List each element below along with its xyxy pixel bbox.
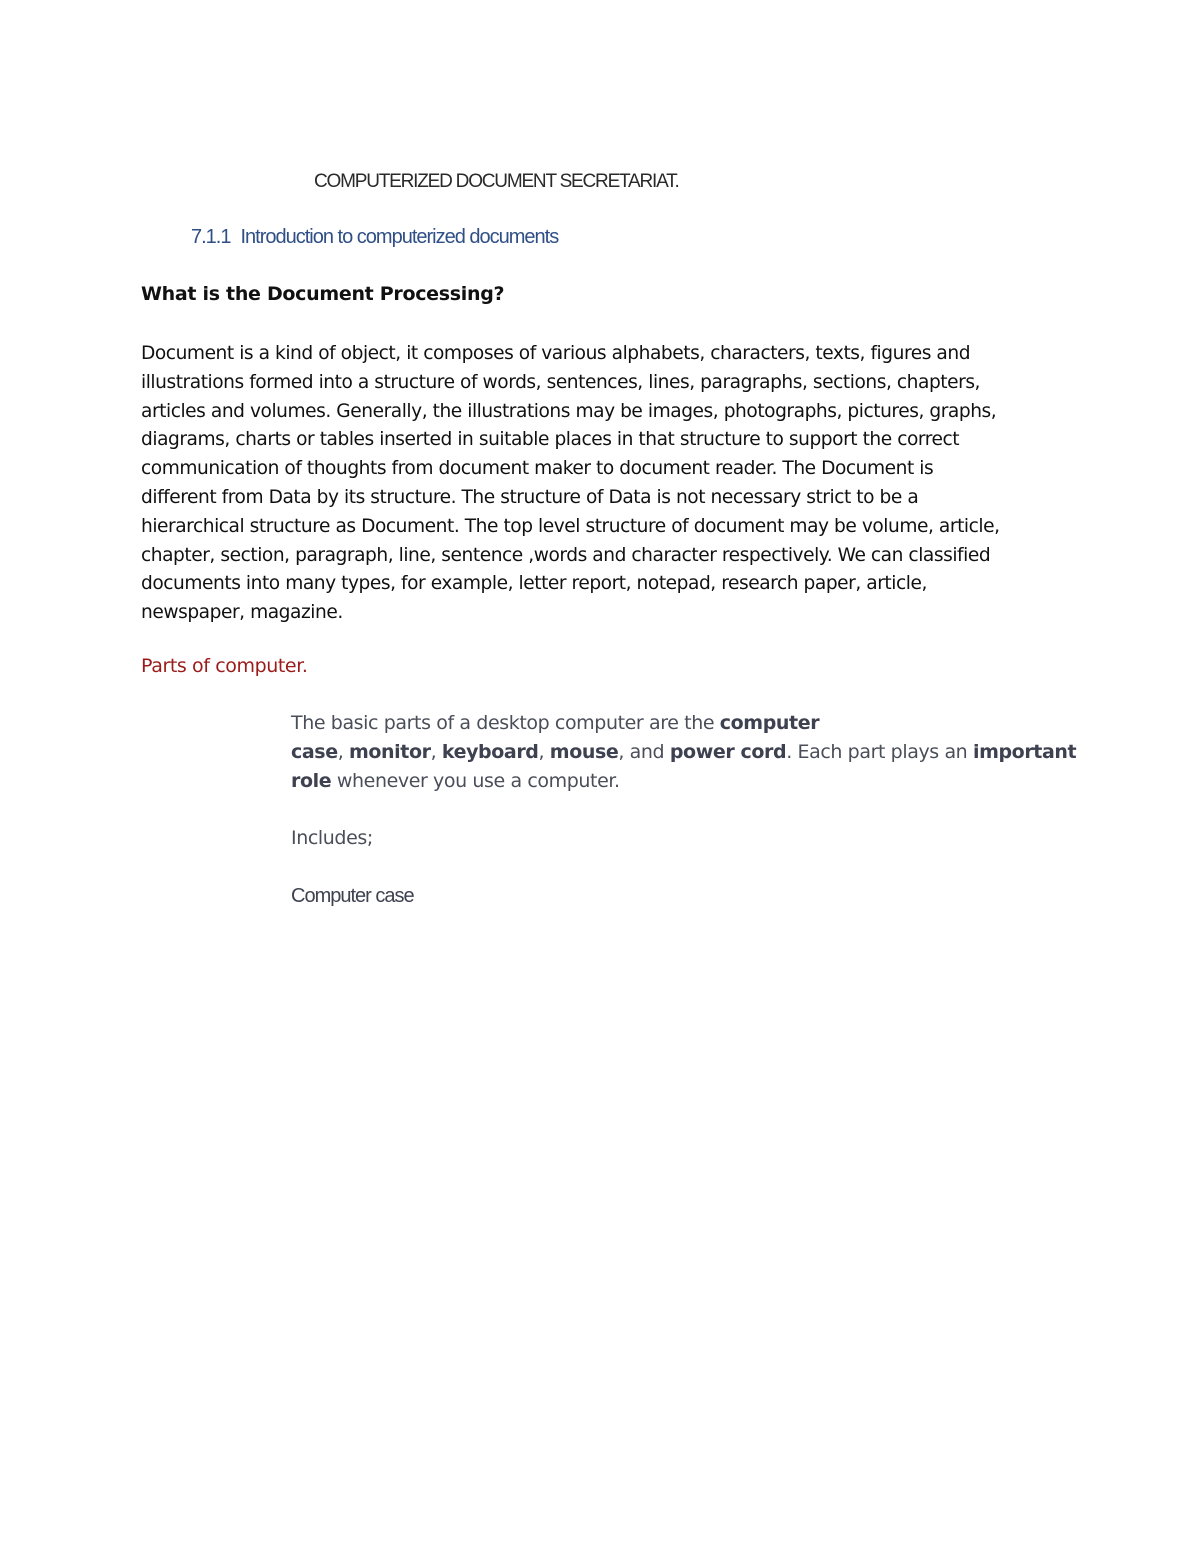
body-line: chapter, section, paragraph, line, sentence ,words and character respectively. We can classified bbox=[141, 544, 991, 566]
body-line: communication of thoughts from document maker to document reader. The Document is bbox=[141, 458, 934, 480]
parts-term-keyboard: keyboard bbox=[441, 741, 539, 763]
body-paragraph bbox=[141, 340, 1071, 628]
parts-term-computer: computer bbox=[719, 712, 820, 734]
question-heading: What is the Document Processing? bbox=[141, 283, 505, 305]
body-line: documents into many types, for example, letter report, notepad, research paper, article, bbox=[141, 573, 927, 595]
body-line: illustrations formed into a structure of words, sentences, lines, paragraphs, sections, chapters, bbox=[141, 371, 981, 393]
section-number: 7.1.1 bbox=[191, 226, 231, 248]
parts-end: whenever you use a computer. bbox=[331, 770, 620, 792]
parts-term-important: important bbox=[972, 741, 1077, 763]
computer-case-heading: Computer case bbox=[291, 885, 414, 907]
parts-separator: , bbox=[337, 741, 349, 763]
document-title: COMPUTERIZED DOCUMENT SECRETARIAT. bbox=[314, 171, 679, 192]
section-heading bbox=[191, 226, 558, 249]
parts-separator: , and bbox=[618, 741, 670, 763]
body-line: Document is a kind of object, it composes of various alphabets, characters, texts, figures and bbox=[141, 343, 971, 364]
body-line: different from Data by its structure. The structure of Data is not necessary strict to be a bbox=[141, 486, 919, 508]
parts-mid-text: . Each part plays an bbox=[786, 741, 973, 763]
body-line: hierarchical structure as Document. The top level structure of document may be volume, article, bbox=[141, 515, 1000, 537]
parts-line bbox=[291, 738, 1091, 767]
parts-line bbox=[291, 709, 1091, 738]
parts-term-monitor: monitor bbox=[348, 741, 431, 763]
body-line: diagrams, charts or tables inserted in suitable places in that structure to support the correct bbox=[141, 429, 960, 451]
parts-term-power-cord: power cord bbox=[669, 741, 787, 763]
parts-term-role: role bbox=[291, 770, 332, 792]
parts-separator: , bbox=[538, 741, 550, 763]
parts-separator: , bbox=[430, 741, 442, 763]
parts-heading: Parts of computer. bbox=[141, 655, 308, 677]
parts-term-case: case bbox=[291, 741, 338, 763]
section-title: Introduction to computerized documents bbox=[240, 226, 559, 248]
parts-paragraph bbox=[291, 709, 1091, 796]
parts-intro: The basic parts of a desktop computer are the bbox=[291, 712, 720, 734]
parts-term-mouse: mouse bbox=[549, 741, 619, 763]
body-line: newspaper, magazine. bbox=[141, 602, 343, 624]
includes-label: Includes; bbox=[291, 827, 373, 849]
parts-line bbox=[291, 767, 1091, 796]
body-line: articles and volumes. Generally, the illustrations may be images, photographs, pictures, graphs, bbox=[141, 400, 997, 422]
